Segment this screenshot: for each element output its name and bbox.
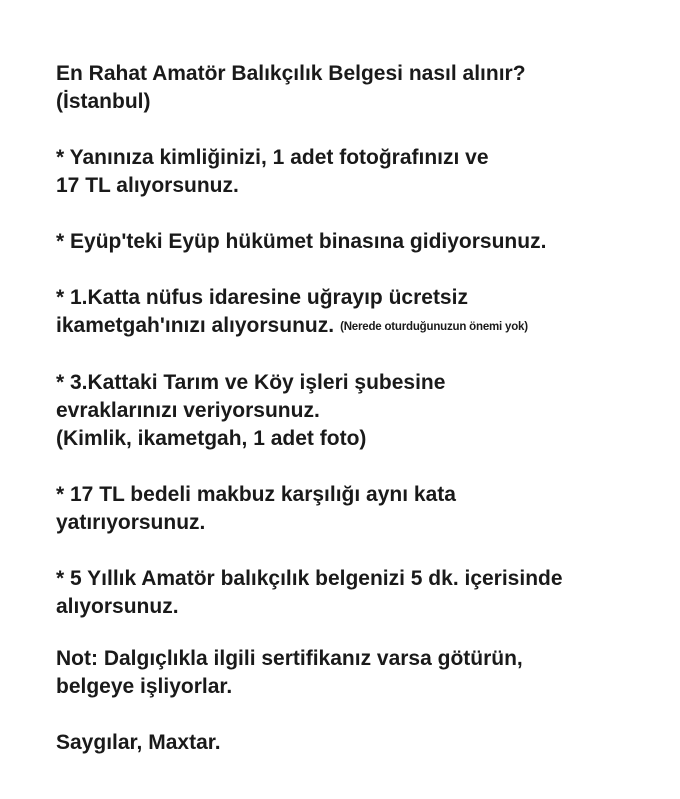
step-5: [56, 481, 656, 537]
step-1: [56, 144, 656, 200]
title-city: (İstanbul): [56, 90, 151, 113]
step-3: [56, 284, 656, 341]
footnote-line-2: belgeye işliyorlar.: [56, 675, 233, 698]
step-6-line-1: * 5 Yıllık Amatör balıkçılık belgenizi 5 dk. içerisinde: [56, 567, 563, 590]
document-title: [56, 60, 656, 116]
step-1-line-2: 17 TL alıyorsunuz.: [56, 174, 239, 197]
step-2: [56, 228, 656, 256]
step-3-line-2: [56, 312, 656, 341]
step-3-text: ikametgah'ınızı alıyorsunuz.: [56, 314, 335, 337]
step-5-line-2: yatırıyorsunuz.: [56, 511, 206, 534]
document: [56, 60, 656, 757]
title-line: En Rahat Amatör Balıkçılık Belgesi nasıl alınır?: [56, 62, 526, 85]
step-3-line-1: * 1.Katta nüfus idaresine uğrayıp ücretsiz: [56, 286, 468, 309]
step-3-note: (Nerede oturduğunuzun önemi yok): [340, 321, 528, 333]
step-1-line-1: * Yanınıza kimliğinizi, 1 adet fotoğrafınızı ve: [56, 146, 489, 169]
signature: Saygılar, Maxtar.: [56, 731, 221, 754]
footnote-line-1: Not: Dalgıçlıkla ilgili sertifikanız varsa götürün,: [56, 647, 523, 670]
step-4-line-2: evraklarınızı veriyorsunuz.: [56, 399, 320, 422]
step-5-line-1: * 17 TL bedeli makbuz karşılığı aynı kata: [56, 483, 456, 506]
step-6-line-2: alıyorsunuz.: [56, 595, 179, 618]
step-6: [56, 565, 656, 621]
step-4-line-1: * 3.Kattaki Tarım ve Köy işleri şubesine: [56, 371, 446, 394]
step-2-line-1: * Eyüp'teki Eyüp hükümet binasına gidiyorsunuz.: [56, 230, 547, 253]
step-4: [56, 369, 656, 453]
step-4-line-3: (Kimlik, ikametgah, 1 adet foto): [56, 427, 367, 450]
footnote: [56, 645, 656, 701]
